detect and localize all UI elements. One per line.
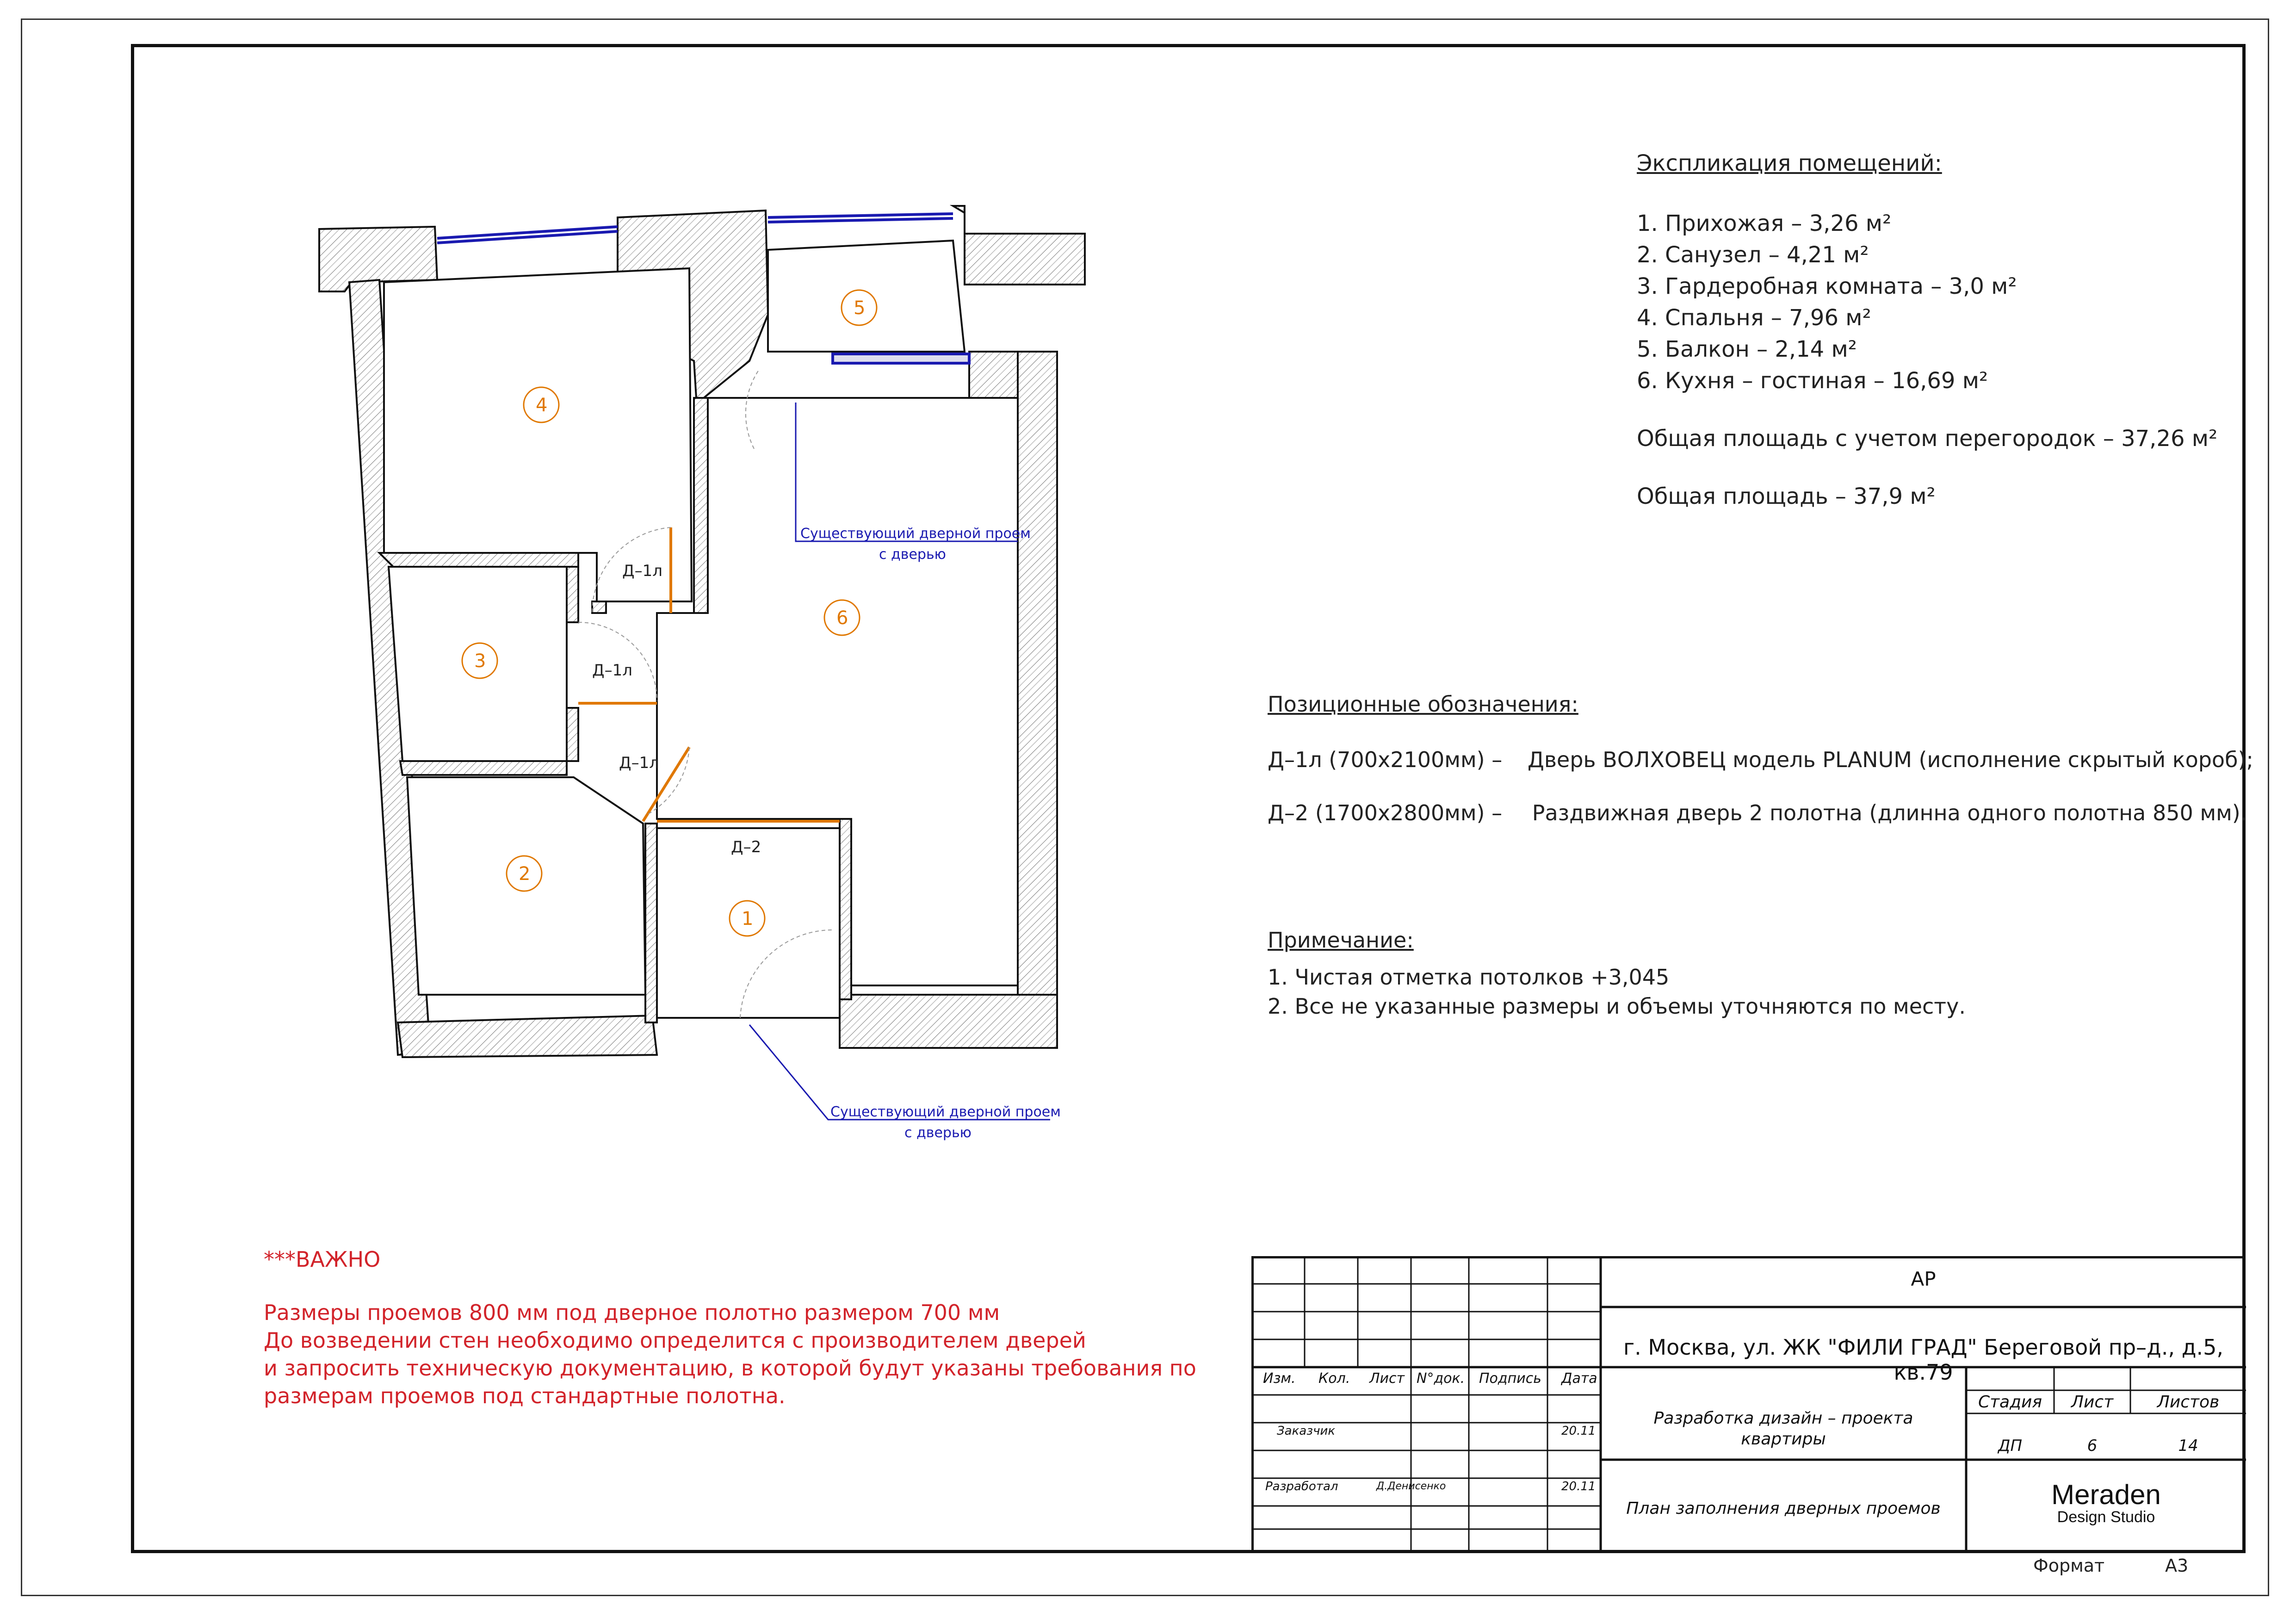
door-label-d1-low: Д–1л xyxy=(619,754,659,772)
stamp-col-date: Дата xyxy=(1561,1370,1597,1387)
wall-room3 xyxy=(379,553,578,567)
explication-item: 6. Кухня – гостиная – 16,69 м² xyxy=(1637,368,1988,394)
notes-title: Примечание: xyxy=(1268,928,1414,953)
stamp-col-izm: Изм. xyxy=(1263,1370,1296,1387)
wall-room3-right-low xyxy=(567,708,578,761)
project-code: АР xyxy=(1911,1268,1936,1290)
logo-sub-text: Design Studio xyxy=(2057,1508,2155,1526)
window-2 xyxy=(768,214,953,217)
positional-row xyxy=(1268,747,2253,772)
wall-room4-right xyxy=(694,398,708,613)
positional-desc: Дверь ВОЛХОВЕЦ модель PLANUM (исполнение скрытый короб); xyxy=(1527,747,2253,772)
callout-bottom-line1: Существующий дверной проем xyxy=(830,1104,1061,1120)
stamp-col-kol: Кол. xyxy=(1318,1370,1350,1387)
important-line: Размеры проемов 800 мм под дверное полотно размером 700 мм xyxy=(264,1300,1000,1325)
room-number-5: 5 xyxy=(854,297,866,319)
explication-item: 5. Балкон – 2,14 м² xyxy=(1637,336,1857,362)
customer-label: Заказчик xyxy=(1277,1424,1336,1438)
developed-label: Разработал xyxy=(1265,1480,1338,1493)
wall-bottom-left xyxy=(398,1016,657,1057)
explication-item: 1. Прихожая – 3,26 м² xyxy=(1637,211,1892,236)
wall-right xyxy=(1018,352,1057,1022)
total-area-with-partitions: Общая площадь с учетом перегородок – 37,26 м² xyxy=(1637,426,2218,452)
wall-room1-right xyxy=(840,819,851,999)
customer-date: 20.11 xyxy=(1561,1424,1596,1438)
format-value: А3 xyxy=(2165,1555,2189,1576)
developed-date: 20.11 xyxy=(1561,1480,1596,1493)
explication-item: 4. Спальня – 7,96 м² xyxy=(1637,305,1871,331)
positional-title: Позиционные обозначения: xyxy=(1268,692,1578,717)
balcony-window xyxy=(833,354,969,363)
room-number-6: 6 xyxy=(836,607,848,629)
developer-name: Д.Денисенко xyxy=(1376,1481,1446,1492)
callout-top-line2: с дверью xyxy=(879,546,946,563)
important-line: До возведении стен необходимо определится с производителем дверей xyxy=(264,1328,1086,1353)
project-address: г. Москва, ул. ЖК "ФИЛИ ГРАД" Береговой пр–д., д.5, кв.79 xyxy=(1623,1335,2224,1385)
format-label: Формат xyxy=(2033,1555,2105,1576)
explication-item: 3. Гардеробная комната – 3,0 м² xyxy=(1637,273,2017,299)
positional-code: Д–1л (700x2100мм) – xyxy=(1268,747,1503,772)
window-2b xyxy=(768,218,953,222)
stamp-col-signature: Подпись xyxy=(1479,1370,1541,1387)
door-label-d1-mid: Д–1л xyxy=(592,661,632,680)
project-title-line2: квартиры xyxy=(1741,1430,1826,1449)
studio-logo xyxy=(1966,1481,2246,1525)
room-number-2: 2 xyxy=(519,863,531,885)
logo-main-text: Meraden xyxy=(2051,1479,2161,1510)
wall-bottom-right xyxy=(840,995,1057,1048)
positional-row xyxy=(1268,800,2247,825)
room-number-4: 4 xyxy=(536,395,548,416)
stamp-col-doc: N°док. xyxy=(1417,1370,1465,1387)
explication-item: 2. Санузел – 4,21 м² xyxy=(1637,242,1869,268)
explication-title: Экспликация помещений: xyxy=(1637,150,1942,176)
wall-balcony-stub xyxy=(969,352,1018,398)
door-label-d2: Д–2 xyxy=(731,838,761,856)
sheets-value: 14 xyxy=(2178,1437,2198,1455)
stamp-col-list: Лист xyxy=(1369,1370,1405,1387)
sheets-label: Листов xyxy=(2157,1393,2220,1412)
wall-room4-bottom xyxy=(592,601,606,613)
positional-desc: Раздвижная дверь 2 полотна (длинна одного полотна 850 мм). xyxy=(1532,800,2247,825)
important-title: ***ВАЖНО xyxy=(264,1247,381,1272)
wall-room3-bottom xyxy=(400,761,567,775)
sheet-value: 6 xyxy=(2087,1437,2098,1455)
project-title-line1: Разработка дизайн – проекта xyxy=(1653,1409,1913,1428)
room-4-outline xyxy=(384,268,692,601)
wall-right-top xyxy=(953,206,1085,285)
wall-room3-right xyxy=(567,567,578,622)
note-line: 1. Чистая отметка потолков +3,045 xyxy=(1268,965,1670,990)
stage-label: Стадия xyxy=(1978,1393,2042,1412)
important-line: и запросить техническую документацию, в которой будут указаны требования по xyxy=(264,1356,1196,1381)
positional-code: Д–2 (1700x2800мм) – xyxy=(1268,800,1503,825)
door-label-d1-top: Д–1л xyxy=(622,562,662,580)
wall-room1-2 xyxy=(645,824,657,1022)
callout-top-line1: Существующий дверной проем xyxy=(800,526,1031,542)
stage-value: ДП xyxy=(1998,1437,2023,1455)
sheet-label: Лист xyxy=(2071,1393,2114,1412)
important-line: размерам проемов под стандартные полотна. xyxy=(264,1383,786,1408)
room-number-1: 1 xyxy=(742,908,754,929)
callout-bottom-line2: с дверью xyxy=(904,1125,972,1141)
room-number-3: 3 xyxy=(474,650,486,672)
total-area: Общая площадь – 37,9 м² xyxy=(1637,483,1936,509)
drawing-title: План заполнения дверных проемов xyxy=(1626,1499,1941,1518)
note-line: 2. Все не указанные размеры и объемы уточняются по месту. xyxy=(1268,994,1966,1019)
